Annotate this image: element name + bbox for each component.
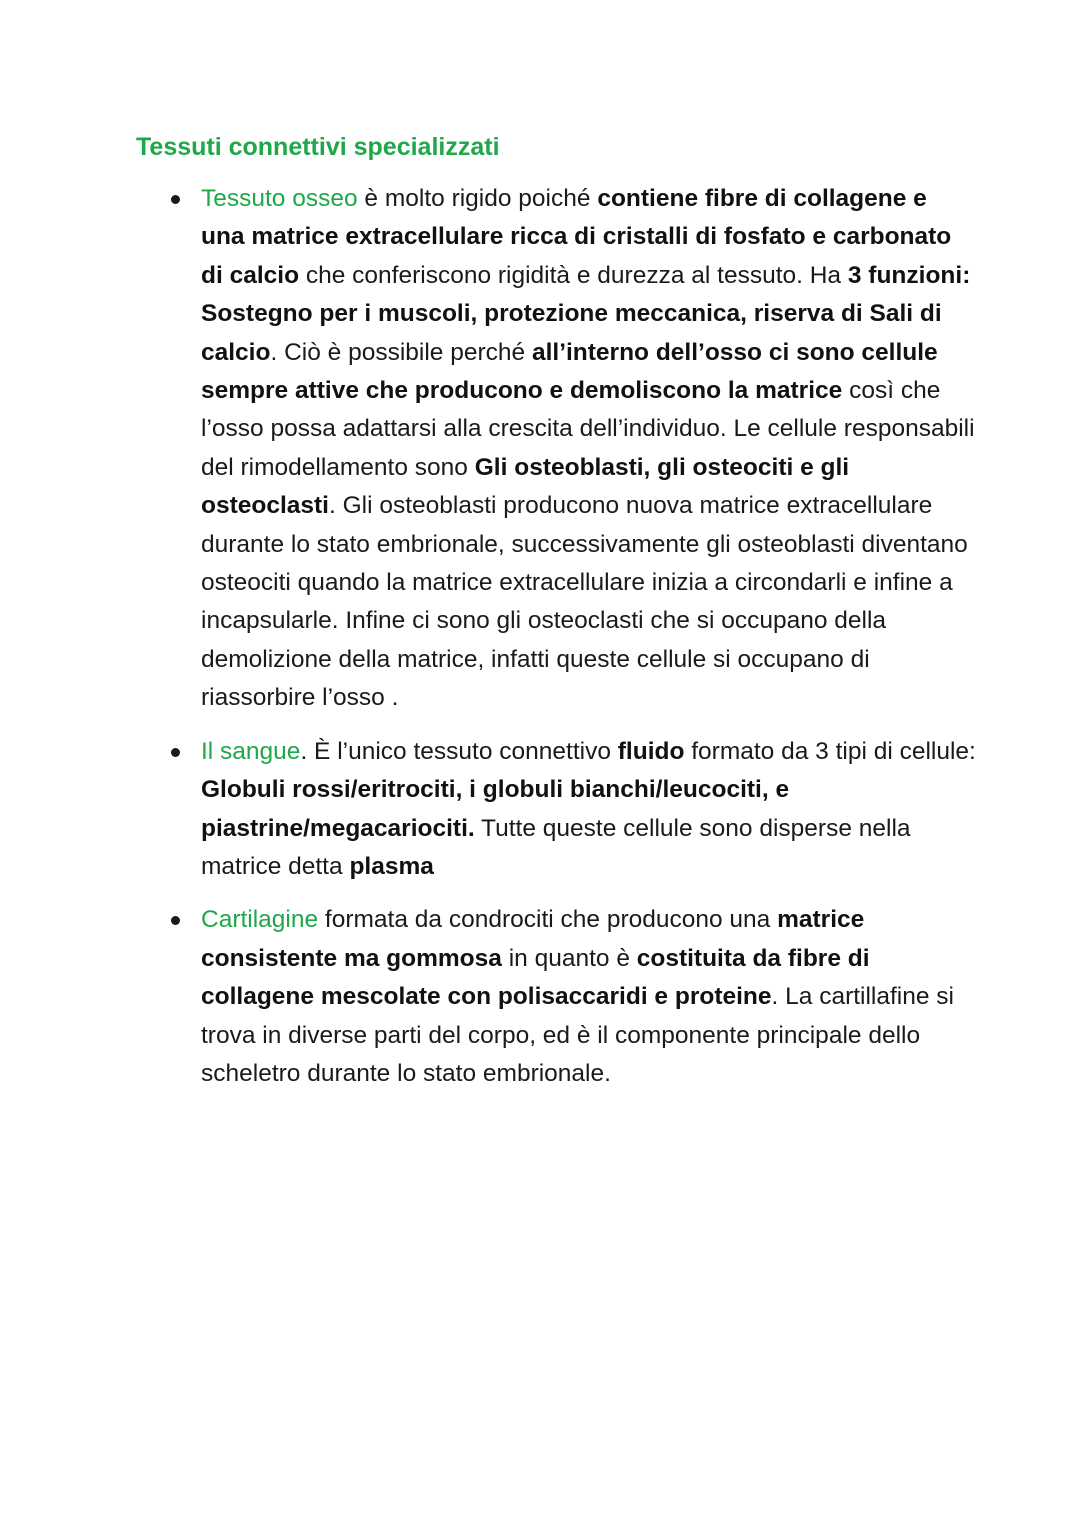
body-text: . È l’unico tessuto connettivo — [300, 737, 618, 765]
bold-text: all’interno dell’osso ci sono cellule sempre attive che producono e demoliscono la matrice — [201, 338, 938, 405]
bold-text: fluido — [617, 737, 685, 765]
bullet-icon — [171, 195, 180, 204]
bullet-list — [166, 180, 976, 1108]
bold-text: 3 funzioni: Sostegno per i muscoli, protezione meccanica, riserva di Sali di calcio — [201, 261, 971, 366]
body-text: Tutte queste cellule sono disperse nella matrice detta — [201, 814, 911, 880]
bold-text: Globuli rossi/eritrociti, i globuli bianchi/leucociti, e piastrine/megacariociti. — [201, 776, 790, 842]
bullet-icon — [171, 916, 180, 925]
body-text: formata da condrociti che producono una — [318, 906, 778, 934]
item-term: Il sangue — [201, 737, 301, 765]
body-text: in quanto è — [501, 944, 637, 972]
body-text: . Gli osteoblasti producono nuova matrice extracellulare durante lo stato embrionale, successivamente gli osteoblasti diventano osteociti quando la matrice extracellulare inizia a circondarli e infine a incapsularle. Infine ci sono gli osteoclasti che si occupano della demolizione della matrice, infatti queste cellule si occupano di riassorbire l’osso . — [201, 492, 968, 712]
body-text: . Ciò è possibile perché — [270, 338, 532, 366]
list-item — [166, 901, 976, 1093]
section-heading: Tessuti connettivi specializzati — [136, 133, 500, 161]
bold-text: Gli osteoblasti, gli osteociti e gli osteoclasti — [201, 453, 850, 520]
body-text: così che l’osso possa adattarsi alla crescita dell’individuo. Le cellule responsabili del rimodellamento sono — [201, 377, 975, 481]
bold-text: contiene fibre di collagene e una matrice extracellulare ricca di cristalli di fosfato e carbonato di calcio — [201, 185, 952, 289]
list-item — [166, 733, 976, 887]
body-text: che conferiscono rigidità e durezza al tessuto. Ha — [299, 261, 848, 289]
list-item — [166, 180, 976, 718]
bold-text: costituita da fibre di collagene mescolate con polisaccaridi e proteine — [201, 944, 870, 1011]
item-term: Cartilagine — [201, 906, 319, 934]
bold-text: matrice consistente ma gommosa — [201, 906, 865, 972]
body-text: formato da 3 tipi di cellule: — [684, 737, 976, 765]
bullet-icon — [171, 748, 180, 757]
body-text: è molto rigido poiché — [357, 185, 598, 212]
bold-text: plasma — [349, 852, 434, 880]
item-term: Tessuto osseo — [201, 185, 358, 212]
body-text: . La cartillafine si trova in diverse parti del corpo, ed è il componente principale dello scheletro durante lo stato embrionale. — [201, 983, 954, 1087]
